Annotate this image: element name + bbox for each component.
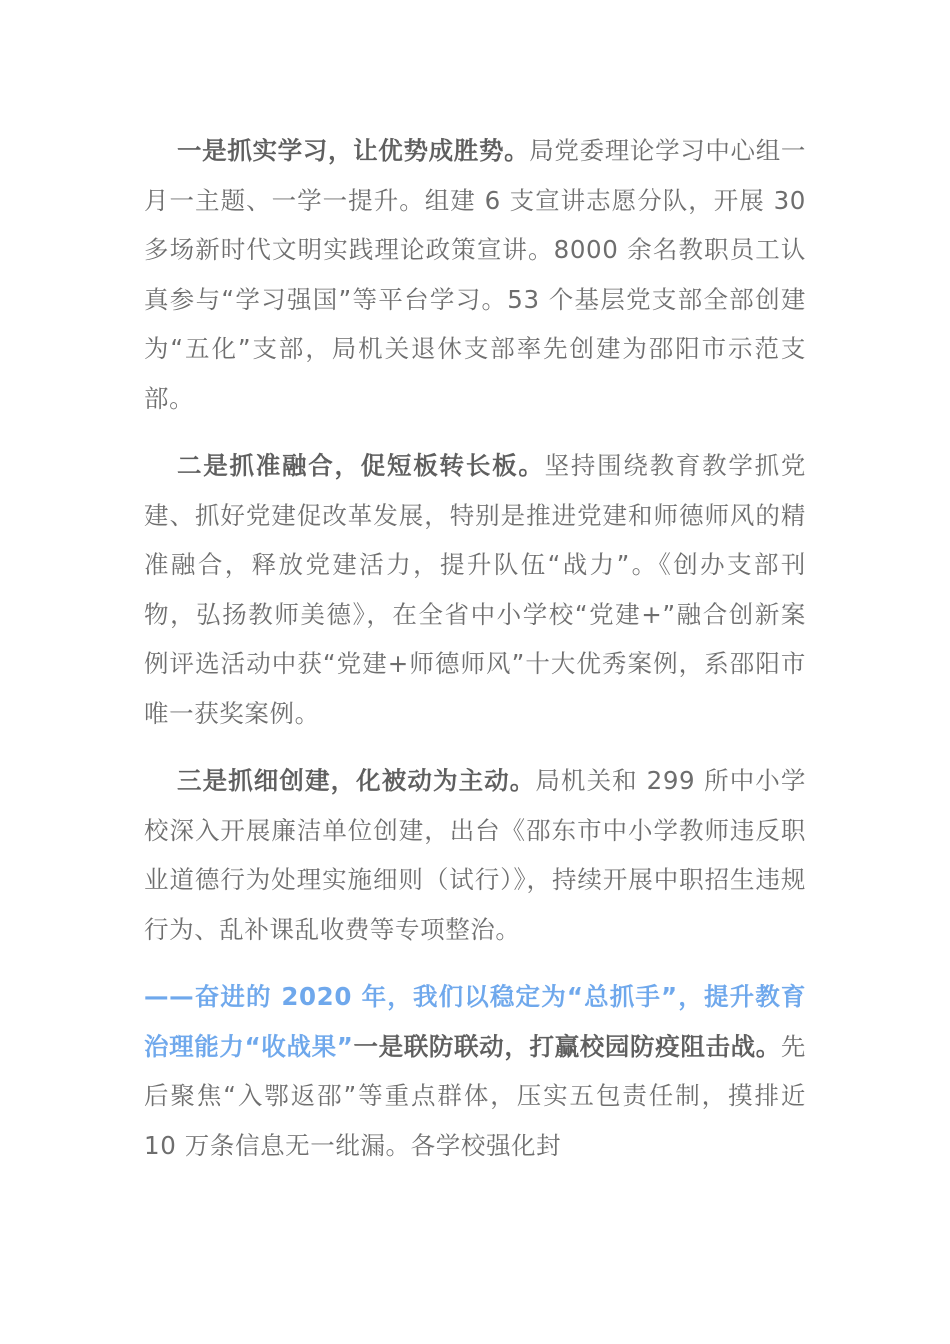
paragraph-text: 局党委理论学习中心组一月一主题、一学一提升。组建 6 支宣讲志愿分队，开展 30 多场新时代文明实践理论政策宣讲。8000 余名教职员工认真参与“学习强国”等平台学习。53 个基层党支部全部创建为“五化”支部，局机关退休支部率先创建为邵阳市示范支部。 (144, 136, 806, 413)
paragraph-lead: 三是抓细创建，化被动为主动。 (177, 766, 536, 795)
document-body (144, 126, 806, 1170)
paragraph-lead: 一是抓实学习，让优势成胜势。 (177, 136, 530, 165)
paragraph-integration (144, 441, 806, 738)
highlight-heading: ——奋进的 2020 年，我们以稳定为“总抓手”，提升教育治理能力“收战果” (144, 982, 806, 1061)
paragraph-lead: 二是抓准融合，促短板转长板。 (177, 451, 545, 480)
paragraph-creation (144, 756, 806, 954)
paragraph-2020 (144, 972, 806, 1170)
paragraph-text: 局机关和 299 所中小学校深入开展廉洁单位创建，出台《邵东市中小学教师违反职业道德行为处理实施细则（试行）》，持续开展中职招生违规行为、乱补课乱收费等专项整治。 (144, 766, 806, 944)
paragraph-text: 坚持围绕教育教学抓党建、抓好党建促改革发展，特别是推进党建和师德师风的精准融合，释放党建活力，提升队伍“战力”。《创办支部刊物，弘扬教师美德》，在全省中小学校“党建+”融合创新案例评选活动中获“党建+师德师风”十大优秀案例，系邵阳市唯一获奖案例。 (144, 451, 806, 728)
paragraph-text: 先后聚焦“入鄂返邵”等重点群体，压实五包责任制，摸排近 10 万条信息无一纰漏。各学校强化封 (144, 1031, 806, 1160)
paragraph-lead: 一是联防联动，打赢校园防疫阻击战。 (353, 1031, 781, 1061)
paragraph-study (144, 126, 806, 423)
